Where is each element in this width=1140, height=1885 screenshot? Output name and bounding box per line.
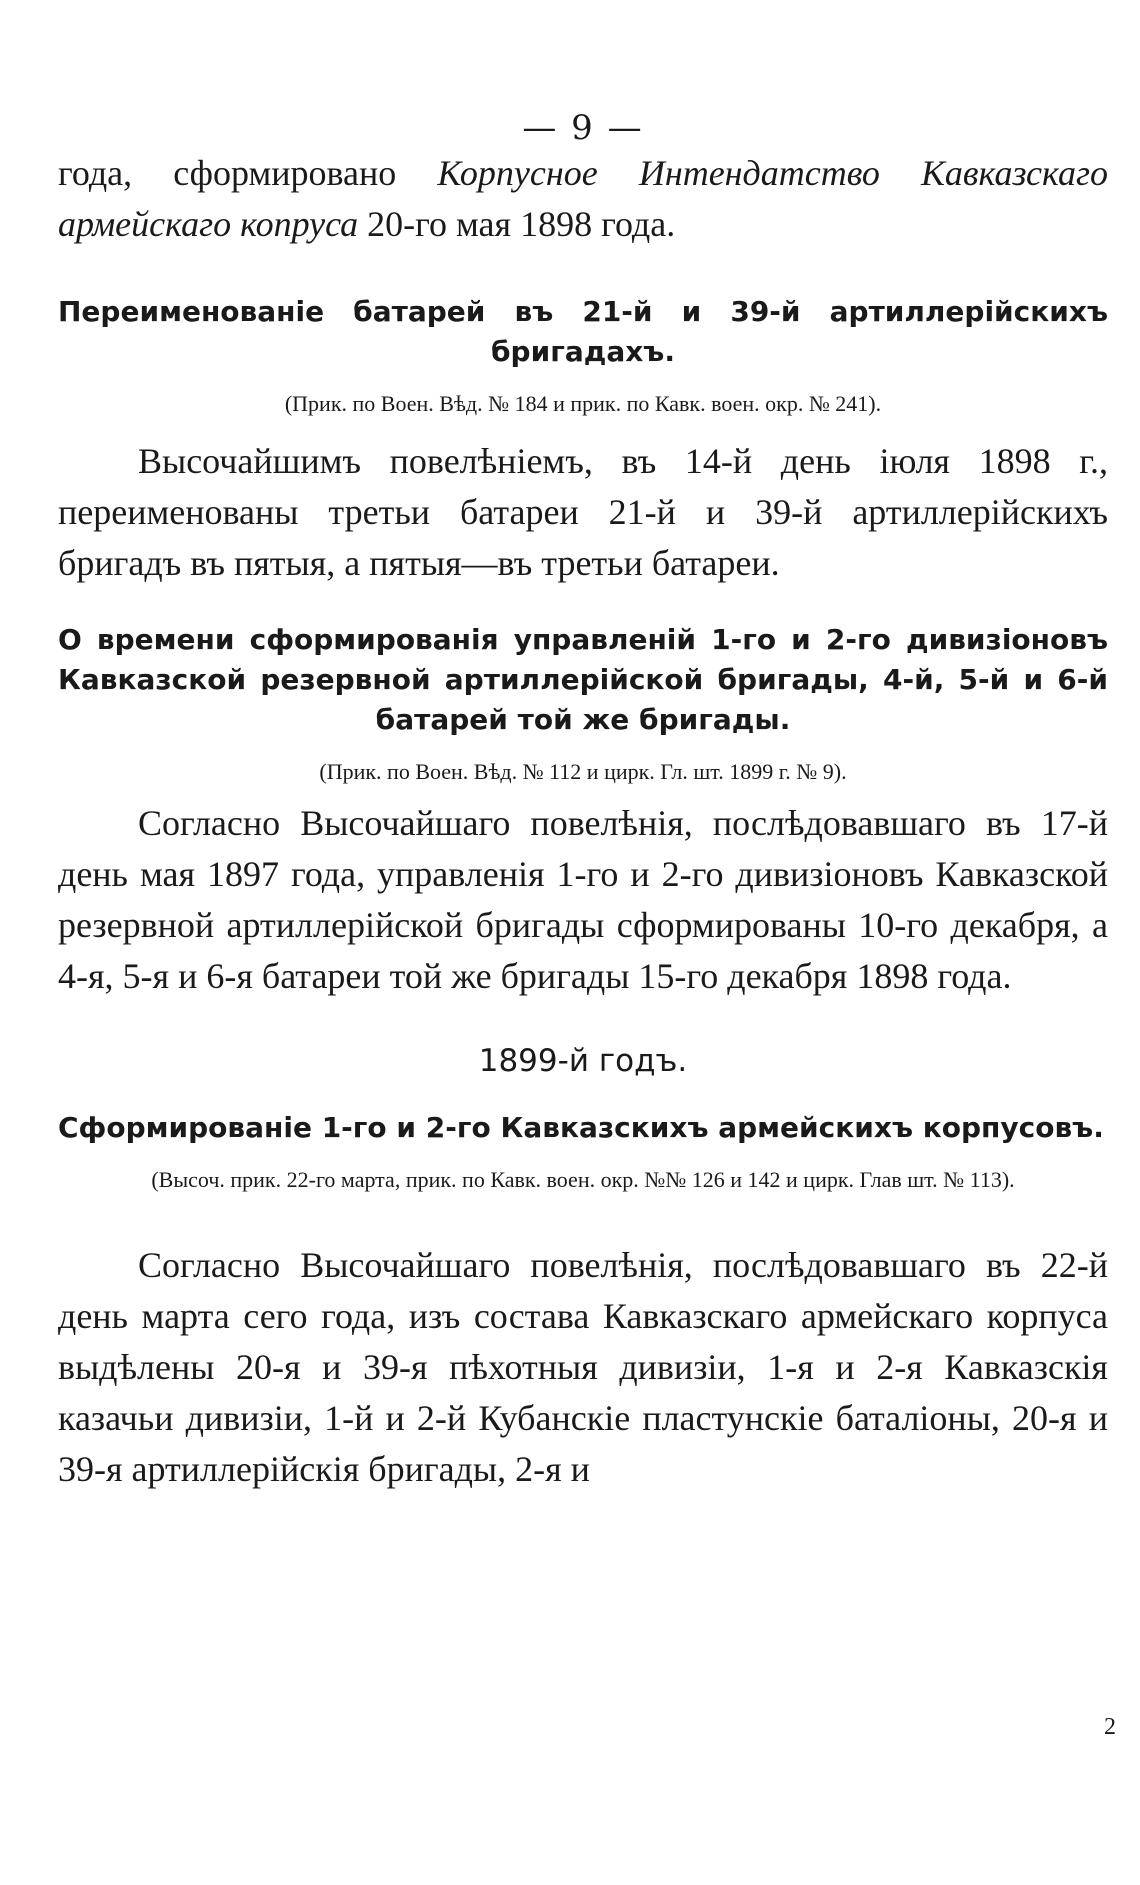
section-3-heading: Сформированіе 1-го и 2-го Кавказскихъ армейскихъ корпусовъ. — [58, 1111, 1104, 1144]
intro-text-end: 20-го мая 1898 года. — [358, 204, 676, 244]
section-2-source: (Прик. по Воен. Вѣд. № 112 и цирк. Гл. шт. 1899 г. № 9). — [319, 759, 847, 784]
section-1-text: Высочайшимъ повелѣніемъ, въ 14-й день іюля 1898 г., переименованы третьи батареи 21-й и 39-й артиллерійскихъ бригадъ въ пятыя, а пятыя—въ третьи батареи. — [58, 441, 1108, 583]
signature-mark: 2 — [1104, 1714, 1116, 1740]
section-3-text: Согласно Высочайшаго повелѣнія, послѣдовавшаго въ 22-й день марта сего года, изъ состава Кавказскаго армейскаго корпуса выдѣлены 20-я и 39-я пѣхотныя дивизіи, 1-я и 2-я Кавказскія казачьи дивизіи, 1-й и 2-й Кубанскіе пластунскіе баталіоны, 20-я и 39-я артиллерійскія бригады, 2-я и — [58, 1245, 1108, 1489]
section-2-text: Согласно Высочайшаго повелѣнія, послѣдовавшаго въ 17-й день мая 1897 года, управленія 1-го и 2-го дивизіоновъ Кавказской резервной артиллерійской бригады сформированы 10-го декабря, а 4-я, 5-я и 6-я батареи той же бригады 15-го декабря 1898 года. — [58, 803, 1108, 996]
intro-text-start: года, сформировано — [58, 153, 438, 193]
section-1-source: (Прик. по Воен. Вѣд. № 184 и прик. по Кавк. воен. окр. № 241). — [284, 391, 882, 416]
section-1-heading: Переименованіе батарей въ 21-й и 39-й артиллерійскихъ бригадахъ. — [58, 295, 1108, 368]
page-number: — 9 — — [522, 108, 644, 148]
document-page — [58, 0, 1108, 1885]
intro-italic-text: Корпусное Интендатство Кавказскаго армейскаго копруса — [58, 153, 1109, 244]
year-heading: 1899-й годъ. — [478, 1043, 688, 1079]
section-2-heading: О времени сформированія управленій 1-го и 2-го дивизіоновъ Кавказской резервной артиллерійской бригады, 4-й, 5-й и 6-й батарей той же бригады. — [58, 623, 1108, 736]
section-3-source: (Высоч. прик. 22-го марта, прик. по Кавк. воен. окр. №№ 126 и 142 и цирк. Глав шт. № 113). — [151, 1167, 1015, 1192]
intro-paragraph — [58, 148, 1108, 250]
